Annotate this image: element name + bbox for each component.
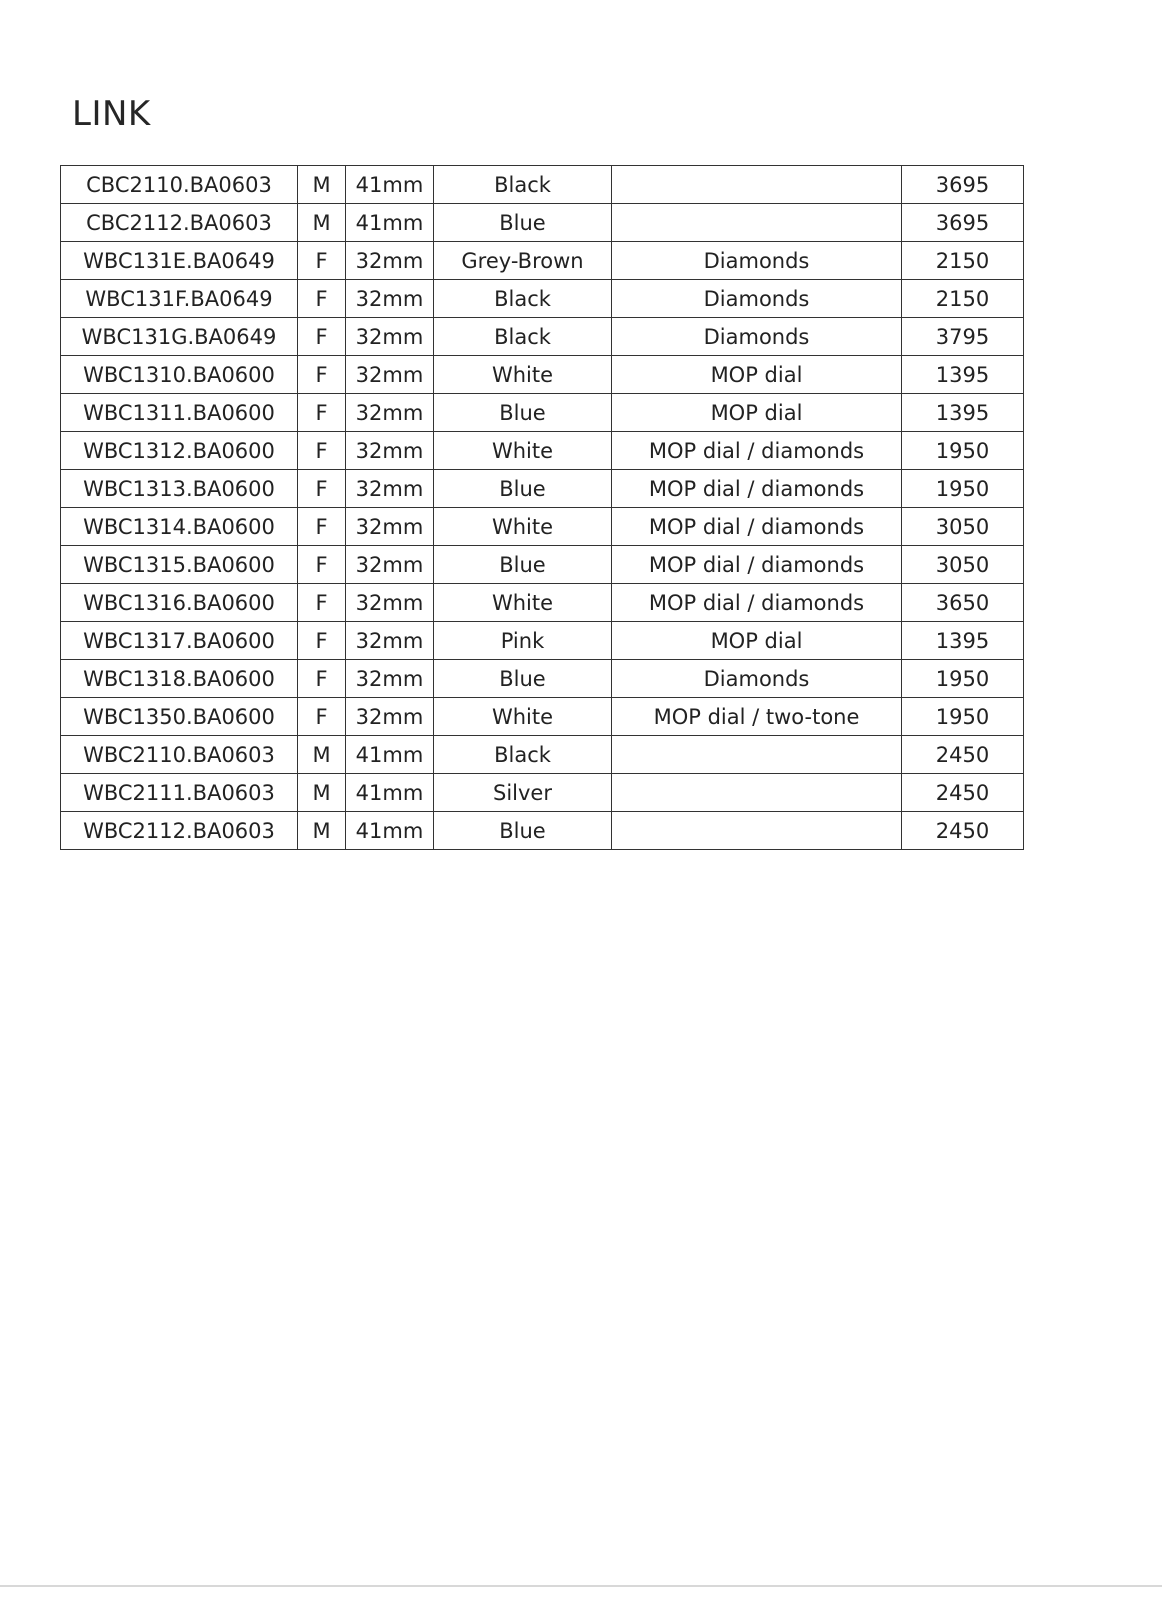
- cell-size: 32mm: [346, 584, 434, 622]
- cell-reference: CBC2110.BA0603: [61, 166, 298, 204]
- cell-reference: WBC1310.BA0600: [61, 356, 298, 394]
- cell-gender: F: [298, 584, 346, 622]
- table-row: [61, 546, 1024, 584]
- cell-price: 1950: [902, 470, 1024, 508]
- cell-gender: M: [298, 774, 346, 812]
- cell-price: 1950: [902, 432, 1024, 470]
- cell-reference: WBC1314.BA0600: [61, 508, 298, 546]
- cell-color: White: [434, 508, 612, 546]
- cell-reference: CBC2112.BA0603: [61, 204, 298, 242]
- cell-gender: F: [298, 432, 346, 470]
- cell-features: MOP dial / diamonds: [612, 470, 902, 508]
- table-row: [61, 356, 1024, 394]
- cell-price: 2150: [902, 242, 1024, 280]
- cell-color: White: [434, 356, 612, 394]
- price-table: [60, 165, 1024, 850]
- cell-size: 32mm: [346, 546, 434, 584]
- cell-price: 1395: [902, 356, 1024, 394]
- cell-features: MOP dial: [612, 394, 902, 432]
- cell-size: 32mm: [346, 508, 434, 546]
- cell-price: 1395: [902, 622, 1024, 660]
- cell-features: [612, 166, 902, 204]
- cell-size: 41mm: [346, 812, 434, 850]
- cell-reference: WBC1318.BA0600: [61, 660, 298, 698]
- table-row: [61, 432, 1024, 470]
- cell-price: 2450: [902, 774, 1024, 812]
- cell-color: Blue: [434, 204, 612, 242]
- cell-size: 41mm: [346, 736, 434, 774]
- cell-reference: WBC1313.BA0600: [61, 470, 298, 508]
- cell-color: Blue: [434, 812, 612, 850]
- cell-gender: F: [298, 242, 346, 280]
- cell-features: Diamonds: [612, 660, 902, 698]
- cell-color: Grey-Brown: [434, 242, 612, 280]
- cell-color: Blue: [434, 470, 612, 508]
- table-row: [61, 242, 1024, 280]
- cell-reference: WBC2110.BA0603: [61, 736, 298, 774]
- table-row: [61, 660, 1024, 698]
- cell-reference: WBC1317.BA0600: [61, 622, 298, 660]
- cell-features: MOP dial: [612, 356, 902, 394]
- cell-features: [612, 204, 902, 242]
- cell-gender: M: [298, 736, 346, 774]
- cell-features: Diamonds: [612, 280, 902, 318]
- cell-size: 32mm: [346, 470, 434, 508]
- cell-size: 32mm: [346, 280, 434, 318]
- cell-size: 32mm: [346, 318, 434, 356]
- cell-price: 1395: [902, 394, 1024, 432]
- cell-price: 3695: [902, 204, 1024, 242]
- cell-color: Blue: [434, 546, 612, 584]
- cell-color: Black: [434, 736, 612, 774]
- cell-features: Diamonds: [612, 242, 902, 280]
- cell-features: MOP dial / diamonds: [612, 584, 902, 622]
- cell-price: 3695: [902, 166, 1024, 204]
- table-row: [61, 736, 1024, 774]
- cell-size: 32mm: [346, 660, 434, 698]
- cell-price: 3650: [902, 584, 1024, 622]
- cell-reference: WBC1311.BA0600: [61, 394, 298, 432]
- table-body: [61, 166, 1024, 850]
- cell-features: [612, 812, 902, 850]
- cell-reference: WBC2112.BA0603: [61, 812, 298, 850]
- cell-reference: WBC2111.BA0603: [61, 774, 298, 812]
- cell-features: MOP dial: [612, 622, 902, 660]
- cell-features: MOP dial / diamonds: [612, 546, 902, 584]
- page-title: LINK: [72, 94, 151, 134]
- cell-size: 32mm: [346, 432, 434, 470]
- table-row: [61, 774, 1024, 812]
- table-row: [61, 584, 1024, 622]
- cell-reference: WBC131F.BA0649: [61, 280, 298, 318]
- table-row: [61, 812, 1024, 850]
- table-row: [61, 698, 1024, 736]
- cell-color: Black: [434, 280, 612, 318]
- cell-color: Black: [434, 318, 612, 356]
- cell-reference: WBC1315.BA0600: [61, 546, 298, 584]
- cell-color: White: [434, 432, 612, 470]
- cell-size: 32mm: [346, 242, 434, 280]
- table-row: [61, 166, 1024, 204]
- cell-gender: M: [298, 812, 346, 850]
- cell-gender: F: [298, 660, 346, 698]
- cell-price: 3050: [902, 546, 1024, 584]
- cell-features: [612, 736, 902, 774]
- table-row: [61, 508, 1024, 546]
- cell-size: 41mm: [346, 166, 434, 204]
- cell-gender: F: [298, 280, 346, 318]
- page-edge-divider: [0, 1585, 1162, 1587]
- cell-price: 1950: [902, 698, 1024, 736]
- cell-color: White: [434, 698, 612, 736]
- table-row: [61, 204, 1024, 242]
- cell-gender: F: [298, 318, 346, 356]
- cell-gender: F: [298, 470, 346, 508]
- cell-reference: WBC131E.BA0649: [61, 242, 298, 280]
- table-row: [61, 470, 1024, 508]
- cell-reference: WBC1350.BA0600: [61, 698, 298, 736]
- cell-gender: M: [298, 204, 346, 242]
- cell-color: Black: [434, 166, 612, 204]
- cell-features: MOP dial / diamonds: [612, 432, 902, 470]
- cell-reference: WBC1312.BA0600: [61, 432, 298, 470]
- cell-gender: F: [298, 546, 346, 584]
- cell-features: MOP dial / diamonds: [612, 508, 902, 546]
- cell-size: 32mm: [346, 698, 434, 736]
- cell-gender: F: [298, 622, 346, 660]
- cell-size: 32mm: [346, 622, 434, 660]
- cell-price: 1950: [902, 660, 1024, 698]
- table-row: [61, 622, 1024, 660]
- table-row: [61, 280, 1024, 318]
- cell-gender: F: [298, 508, 346, 546]
- cell-price: 2450: [902, 812, 1024, 850]
- cell-price: 2450: [902, 736, 1024, 774]
- cell-size: 41mm: [346, 204, 434, 242]
- cell-price: 3795: [902, 318, 1024, 356]
- cell-price: 3050: [902, 508, 1024, 546]
- cell-gender: F: [298, 698, 346, 736]
- table-row: [61, 394, 1024, 432]
- cell-color: Silver: [434, 774, 612, 812]
- table-row: [61, 318, 1024, 356]
- cell-reference: WBC131G.BA0649: [61, 318, 298, 356]
- cell-features: MOP dial / two-tone: [612, 698, 902, 736]
- cell-color: White: [434, 584, 612, 622]
- cell-size: 32mm: [346, 394, 434, 432]
- cell-features: Diamonds: [612, 318, 902, 356]
- cell-gender: M: [298, 166, 346, 204]
- cell-gender: F: [298, 356, 346, 394]
- cell-size: 32mm: [346, 356, 434, 394]
- cell-reference: WBC1316.BA0600: [61, 584, 298, 622]
- cell-size: 41mm: [346, 774, 434, 812]
- cell-price: 2150: [902, 280, 1024, 318]
- cell-color: Blue: [434, 394, 612, 432]
- cell-gender: F: [298, 394, 346, 432]
- cell-features: [612, 774, 902, 812]
- cell-color: Pink: [434, 622, 612, 660]
- cell-color: Blue: [434, 660, 612, 698]
